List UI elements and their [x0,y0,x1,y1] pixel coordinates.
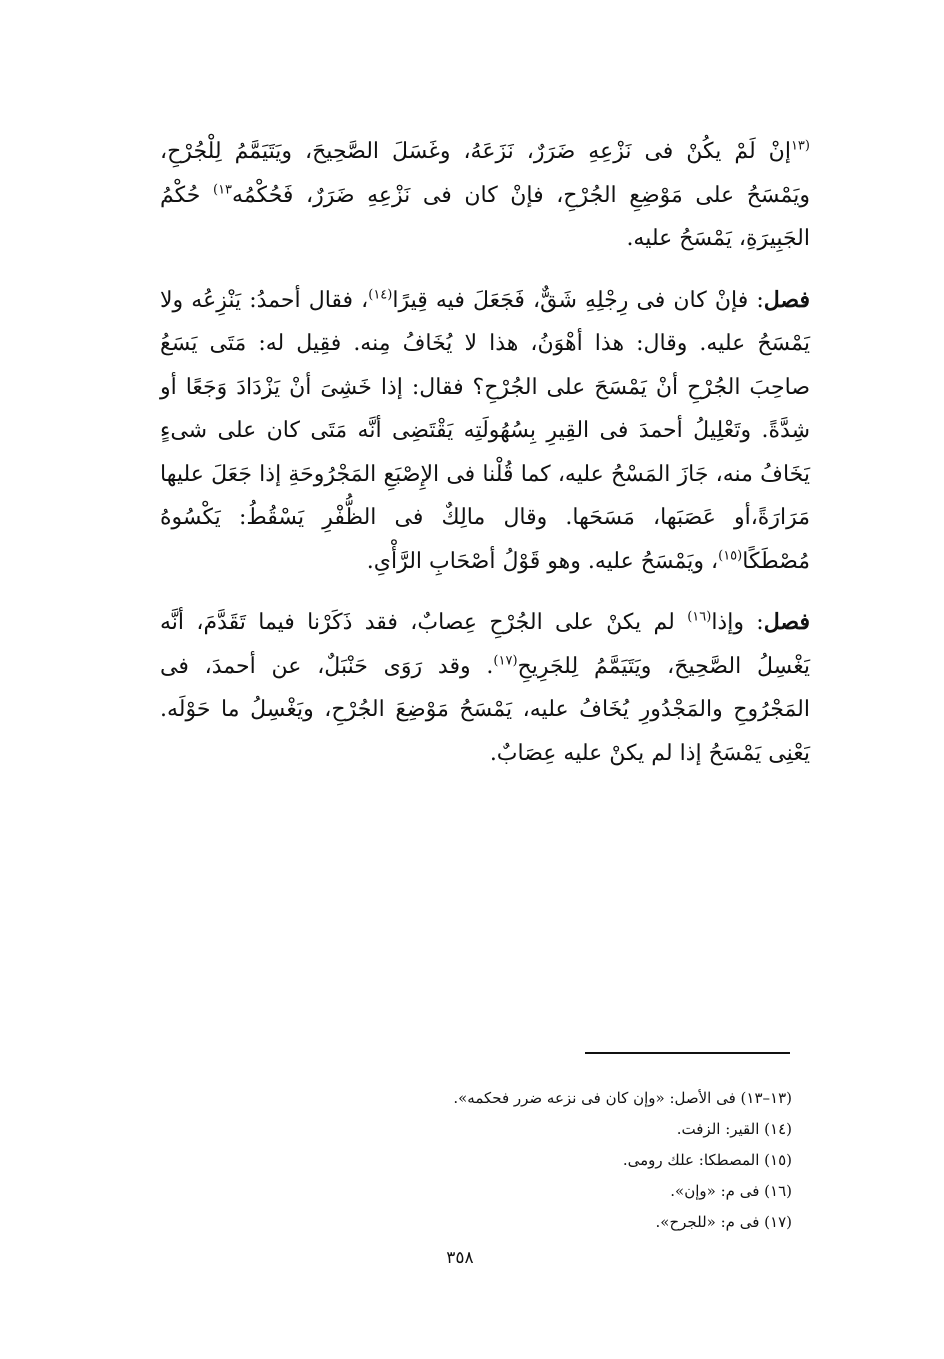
paragraph-2-tail2: ، ويَمْسَحُ عليه. وهو قَوْلُ أصْحَابِ الرَّأْىِ. [366,548,719,574]
page-number: ٣٥٨ [446,1248,474,1268]
paragraph-2-body: : فإنْ كان فى رِجْلِهِ شَقٌّ، فَجَعَلَ فيه قِيرًا [392,287,764,313]
footnote-ref-14[interactable]: (١٤) [368,287,393,303]
footnote-15: (١٥) المصطكا: علك رومى. [622,1151,792,1169]
footnote-13: (١٣–١٣) فى الأصل: «وإن كان فى نزعه ضرر فحكمه». [453,1089,792,1107]
footnote-ref-13-start[interactable]: (١٣ [790,138,810,154]
footnote-divider [585,1052,790,1054]
paragraph-1 [160,130,810,261]
paragraph-3-tail2: . وقد رَوَى حَنْبَلٌ، عن أحمدَ، فى المَجْرُوحِ والمَجْدُورِ يُخَافُ عليه، يَمْسَحُ مَوْضِعَ الجُرْحِ، ويَغْسِلُ ما حَوْلَه. يَعْنِى يَمْسَحُ إذا لم يكنْ عليه عِصَابٌ. [160,653,810,766]
paragraph-1-body: إنْ لَمْ يكُنْ فى نَزْعِهِ ضَرَرٌ، نَزَعَهُ، وغَسَلَ الصَّحِيحَ، ويَتَيَمَّمُ لِلْجُرْحِ، ويَمْسَحُ على مَوْضِعِ الجُرْحِ، فإنْ كان فى نَزْعِهِ ضَرَرٌ، فَحُكْمُه [160,139,810,208]
paragraph-3 [160,601,810,775]
footnote-16: (١٦) فى م: «وإن». [670,1182,792,1200]
footnote-ref-13-end[interactable]: ١٣) [212,182,233,198]
footnotes [400,1083,792,1238]
footnote-14: (١٤) القير: الزفت. [676,1120,792,1138]
paragraph-2 [160,279,810,584]
paragraph-1-tail: حُكْمُ الجَبِيرَةِ، يَمْسَحُ عليه. [160,182,810,251]
section-heading-fasl: فصل [763,609,810,635]
footnote-ref-15[interactable]: (١٥) [718,548,743,564]
footnote-ref-17[interactable]: (١٧) [493,653,518,669]
section-heading-fasl: فصل [763,286,810,313]
paragraph-3-body: : وإذا [711,610,764,635]
main-text [160,130,810,793]
footnote-17: (١٧) فى م: «للجرح». [655,1213,792,1231]
paragraph-2-tail: ، فقال أحمدُ: يَنْزِعُه ولا يَمْسَحُ عليه. وقال: هذا أهْوَنُ، هذا لا يُخَافُ مِنه. فقِيل له: مَتَى يَسَعُ صاحِبَ الجُرْحِ أنْ يَمْسَحَ على الجُرْحِ؟ فقال: إذا خَشِىَ أنْ يَزْدَادَ وَجَعًا أو شِدَّةً. وتَعْلِيلُ أحمدَ فى القِيرِ بِسُهُولَتِه يَقْتَضِى أنَّه مَتَى كان على شىءٍ يَخَافُ منه، جَازَ المَسْحُ عليه، كما قُلْنا فى الإِصْبَعِ المَجْرُوحَةِ إذا جَعَلَ عليها مَرَارَةً،أو عَصَبَها، مَسَحَها. وقال مالِكٌ فى الظُّفْرِ يَسْقُطُ: يَكْسُوهُ مُصْطَكًا [160,287,810,574]
paragraph-3-tail: لم يكنْ على الجُرْحِ عِصابٌ، فقد ذَكَرْنا فيما تَقَدَّمَ، أنَّه يَغْسِلُ الصَّحِيحَ، ويَتَيَمَّمُ لِلجَرِيحِ [160,610,811,679]
footnote-ref-16[interactable]: (١٦) [687,609,712,625]
